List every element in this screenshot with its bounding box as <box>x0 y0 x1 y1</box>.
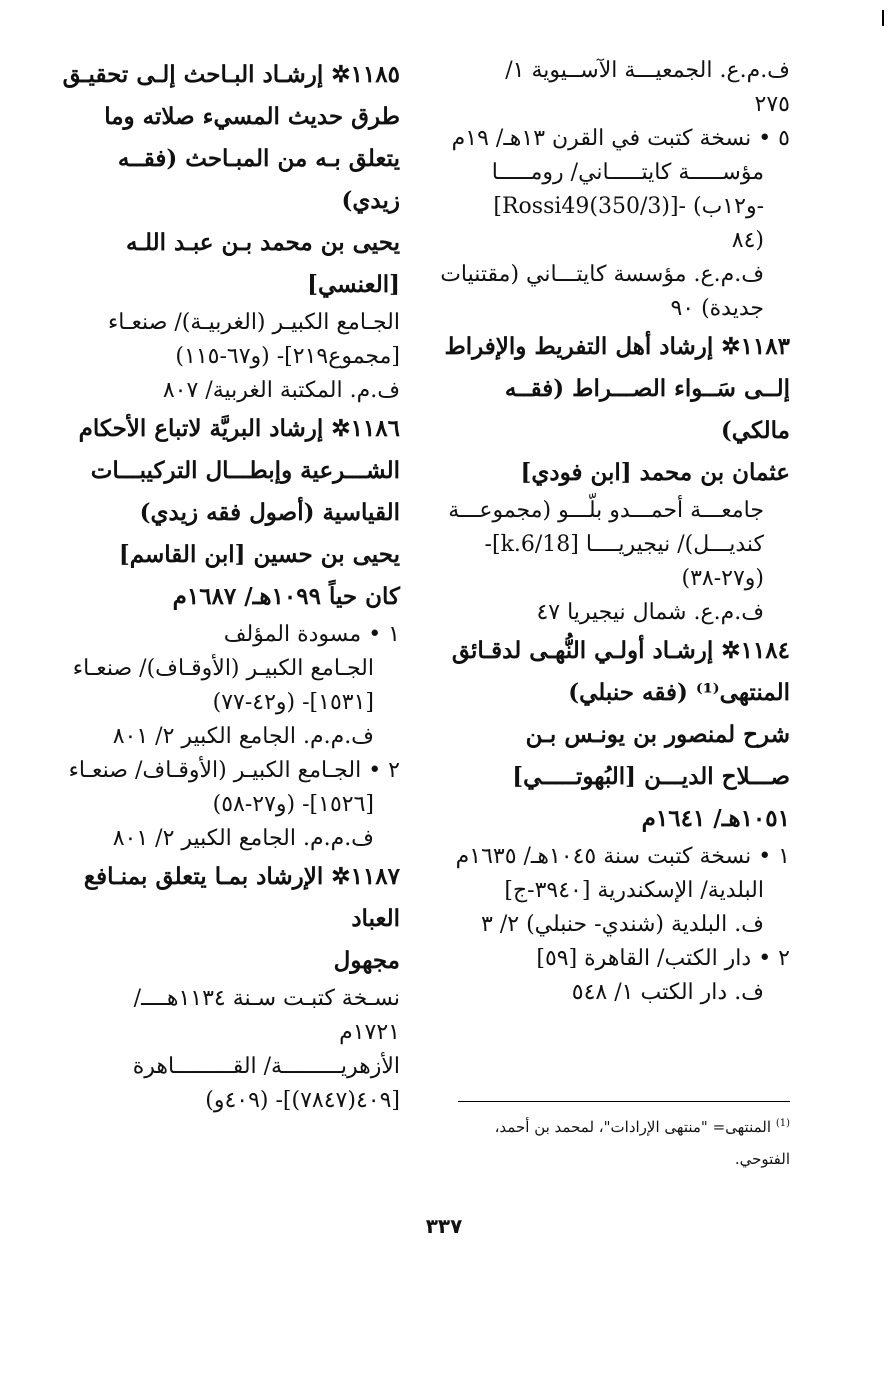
entry-text-line: [مجموع٢١٩]- (و٦٧-١١٥) <box>175 344 400 369</box>
entry-text-line: الجـامع الكبيـر (الغربيـة)/ صنعـاء <box>107 310 400 335</box>
left-column <box>60 54 400 1118</box>
entry-text-line: ف.م.م. الجامع الكبير ٢/ ٨٠١ <box>112 826 374 851</box>
entry-text-line: ف.م.ع. شمال نيجيريا ٤٧ <box>536 600 764 625</box>
footnote-line <box>454 1108 790 1143</box>
footnote-text: المنتهى= "منتهى الإرادات"، لمحمد بن أحمد، <box>494 1118 772 1136</box>
entry-text-line: ف.م.ع. الجمعيـــة الآســيوية ١/ <box>505 58 790 83</box>
entry-text-line: ١ • نسخة كتبت سنة ١٠٤٥هـ/ ١٦٣٥م <box>455 844 790 869</box>
entry-text-line: ٢٧٥ <box>754 92 790 117</box>
entry-text-line: (و٢٧-٣٨) <box>681 566 764 591</box>
entry-heading-line: يحيى بن حسين [ابن القاسم] <box>118 541 400 568</box>
entry-text-line: البلدية/ الإسكندرية [٣٩٤٠-ج] <box>504 878 764 903</box>
entry-text-line: ٢ • دار الكتب/ القاهرة [٥٩] <box>536 946 790 971</box>
entry-heading-line: ١١٨٥✲ إرشـاد البـاحث إلـى تحقيـق <box>62 61 400 88</box>
footnote-line: الفتوحي. <box>734 1150 790 1168</box>
entry-heading-line: مالكي) <box>720 417 790 444</box>
entry-heading-line: عثمان بن محمد [ابن فودي] <box>520 459 790 486</box>
footnote-marker: (1) <box>775 1118 790 1129</box>
entry-text-line: ف. دار الكتب ١/ ٥٤٨ <box>571 980 764 1005</box>
entry-heading-line: صـــلاح الديـــن [البُهوتـــــي] <box>512 763 790 790</box>
entry-text-line: ف.م.ع. مؤسسة كايتـــاني (مقتنيات <box>440 262 764 287</box>
entry-text-line: الجـامع الكبيـر (الأوقـاف)/ صنعـاء <box>72 656 374 681</box>
entry-heading-line: شرح لمنصور بن يونـس بـن <box>525 721 790 748</box>
entry-text-line: ٨٤) <box>731 228 764 253</box>
entry-text-line: [٤٠٩(٧٨٤٧)]- (٤٠٩و) <box>205 1088 400 1113</box>
entry-heading-line: العباد <box>351 905 400 932</box>
entry-text-line: [Rossi49(350/3)]- (و١٢ب- <box>493 194 764 219</box>
entry-heading-line: القياسية (أصول فقه زيدي) <box>139 499 400 526</box>
entry-text-line: ٥ • نسخة كتبت في القرن ١٣هـ/ ١٩م <box>451 126 790 151</box>
entry-heading-line: الشـــرعية وإبطـــال التركيبـــات <box>90 457 400 484</box>
entry-text-line: ف.م. المكتبة الغربية/ ٨٠٧ <box>162 378 400 403</box>
entry-text-line: ف.م.م. الجامع الكبير ٢/ ٨٠١ <box>112 724 374 749</box>
footnote-divider <box>458 1101 790 1102</box>
entry-heading-line: ١١٨٦✲ إرشاد البريَّة لاتباع الأحكام <box>78 415 400 442</box>
entry-heading-line: ١١٨٧✲ الإرشاد بمـا يتعلق بمنـافع <box>83 863 400 890</box>
entry-text-line: نسـخة كتبـت سـنة ١١٣٤هــــ/ <box>133 986 400 1011</box>
entry-heading-line: مجهول <box>333 947 400 974</box>
entry-text-line: ف. البلدية (شندي- حنبلي) ٢/ ٣ <box>481 912 764 937</box>
entry-heading-line: كان حياً ١٠٩٩هـ/ ١٦٨٧م <box>172 583 400 610</box>
entry-text-line: [١٥٢٦]- (و٢٧-٥٨) <box>212 792 374 817</box>
entry-text-line: جديدة) ٩٠ <box>670 296 764 321</box>
entry-heading-line: ١١٨٤✲ إرشـاد أولـي النُّهـى لدقـائق <box>451 637 790 664</box>
entry-heading-line: ١٠٥١هـ/ ١٦٤١م <box>641 805 790 832</box>
entry-heading-line: يحيى بن محمد بـن عبـد اللـه <box>125 229 400 256</box>
page-number: ٣٣٧ <box>425 1214 463 1238</box>
entry-text-line: [١٥٣١]- (و٤٢-٧٧) <box>212 690 374 715</box>
entry-heading-line: المنتهى⁽¹⁾ (فقه حنبلي) <box>568 679 790 706</box>
entry-text-line: كنديـــل)/ نيجيريــــا [k.6/18]- <box>484 532 764 557</box>
right-column <box>440 54 790 1010</box>
scan-mark <box>882 10 884 26</box>
entry-text-line: ١ • مسودة المؤلف <box>223 622 400 647</box>
footnote <box>454 1108 790 1175</box>
entry-text-line: الأزهريـــــــــة/ القـــــــــاهرة <box>132 1054 400 1079</box>
entry-text-line: ١٧٢١م <box>339 1020 400 1045</box>
entry-text-line: جامعـــة أحمـــدو بلّـــو (مجموعـــة <box>448 498 764 523</box>
entry-heading-line: [العنسي] <box>307 271 400 298</box>
entry-heading-line: طرق حديث المسيء صلاته وما <box>104 103 400 130</box>
entry-text-line: ٢ • الجـامع الكبيـر (الأوقـاف/ صنعـاء <box>68 758 400 783</box>
entry-text-line: مؤســـــة كايتـــــاني/ رومـــــا <box>491 160 764 185</box>
entry-heading-line: يتعلق بـه من المبـاحث (فقــه <box>117 145 400 172</box>
entry-heading-line: ١١٨٣✲ إرشاد أهل التفريط والإفراط <box>444 333 790 360</box>
entry-heading-line: إلــى سَــواء الصـــراط (فقــه <box>504 375 790 402</box>
entry-heading-line: زيدي) <box>341 187 400 214</box>
